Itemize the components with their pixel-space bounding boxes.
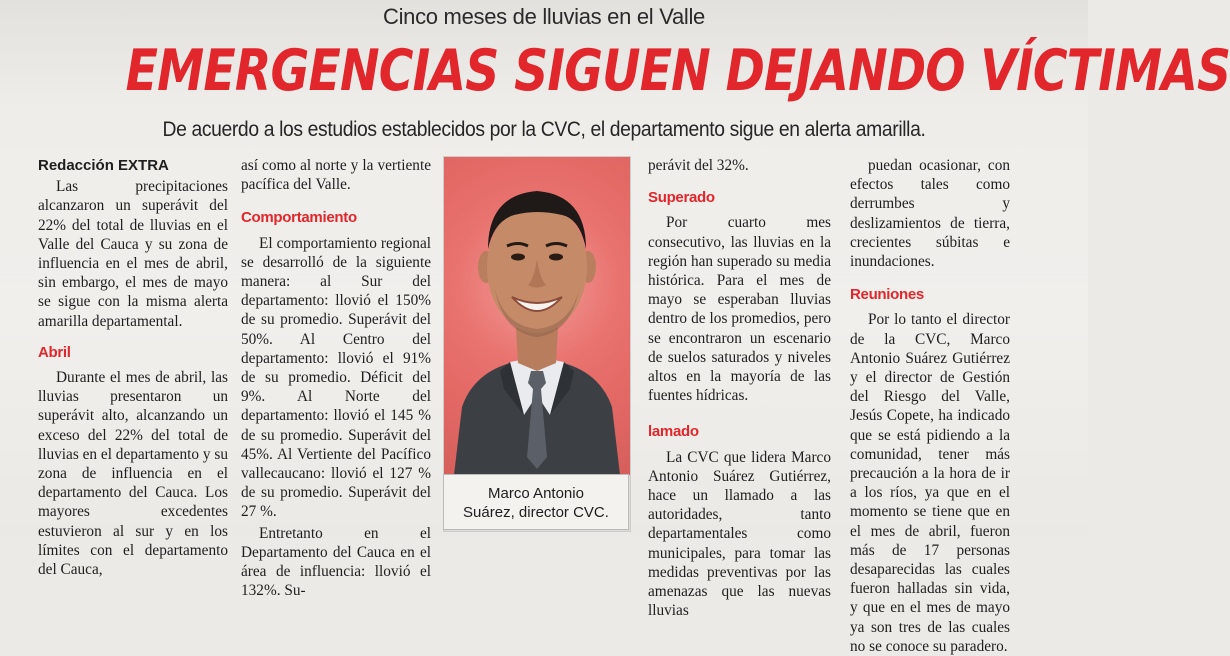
- portrait-illustration: [444, 157, 630, 475]
- paragraph: puedan ocasionar, con efectos tales como derrumbes y deslizamientos de tierra, crecientes súbitas e inundaciones.: [850, 157, 1010, 271]
- column-3: [648, 156, 831, 620]
- article-deck: De acuerdo a los estudios establecidos por la CVC, el departamento sigue en alerta amarilla.: [162, 118, 926, 141]
- paragraph: Las precipitaciones alcanzaron un superávit del 22% del total de lluvias en el Valle del Cauca y su zona de influencia en el mes de abril, sin embargo, el mes de mayo se sigue con la misma alerta amarilla departamental.: [38, 178, 228, 330]
- paragraph: así como al norte y la vertiente pacífica del Valle.: [241, 157, 431, 194]
- subheading-comportamiento: Comportamiento: [241, 209, 357, 227]
- paragraph: La CVC que lidera Marco Antonio Suárez Gutiérrez, hace un llamado a las autoridades, tanto departamentales como municipales, para tomar las medidas preventivas por las amenazas que las nuevas lluvias: [648, 448, 831, 620]
- subheading-llamado: lamado: [648, 423, 699, 441]
- byline: Redacción EXTRA: [38, 157, 169, 174]
- paragraph: Por cuarto mes consecutivo, las lluvias en la región han superado su media histórica. Para el mes de mayo se esperaban lluvias dentro de los promedios, pero se encontraron un escenario de suelos saturados y niveles altos en la mayoría de las fuentes hídricas.: [648, 214, 831, 405]
- paragraph: Entretanto en el Departamento del Cauca en el área de influencia: llovió el 132%. Su-: [241, 524, 431, 600]
- photo-caption: [443, 474, 629, 530]
- caption-line-1: Marco Antonio: [488, 485, 584, 502]
- column-1: [38, 156, 228, 579]
- column-4: [850, 156, 1010, 656]
- caption-line-2: Suárez, director CVC.: [463, 504, 609, 521]
- article-kicker: Cinco meses de lluvias en el Valle: [382, 4, 705, 29]
- paragraph: El comportamiento regional se desarrolló de la siguiente manera: al Sur del departamento: llovió el 150% de su promedio. Superávit del 50%. Al Centro del departamento: llovió el 91% de su promedio. Déficit del 9%. Al Norte del departamento: llovió el 145 % de su promedio. Superávit del 45%. Al Vertiente del Pacífico vallecaucano: llovió el 127 % de su promedio. Superávit del 27 %.: [241, 234, 431, 521]
- column-2: [241, 156, 431, 600]
- subheading-superado: Superado: [648, 189, 715, 207]
- subheading-reuniones: Reuniones: [850, 286, 924, 304]
- subheading-abril: Abril: [38, 343, 71, 361]
- paragraph: Por lo tanto el director de la CVC, Marco Antonio Suárez Gutiérrez y el director de Gestión del Riesgo del Valle, Jesús Copete, ha indicado que se está pidiendo a la comunidad, tener más precaución a la hora de ir a los ríos, ya que en el momento se tiene que en el mes de abril, fueron más de 17 personas desaparecidas las cuales fueron halladas sin vida, y que en el mes de mayo ya son tres de las cuales no se conoce su paradero.: [850, 311, 1010, 655]
- paragraph: perávit del 32%.: [648, 157, 749, 174]
- article-headline: EMERGENCIAS SIGUEN DEJANDO VÍCTIMAS: [125, 38, 1230, 104]
- paragraph: Durante el mes de abril, las lluvias presentaron un superávit alto, alcanzando un exceso del 22% del total de lluvias en el departamento y su zona de influencia en el departamento del Cauca. Los mayores excedentes estuvieron al sur y en los límites con el departamento del Cauca,: [38, 369, 228, 579]
